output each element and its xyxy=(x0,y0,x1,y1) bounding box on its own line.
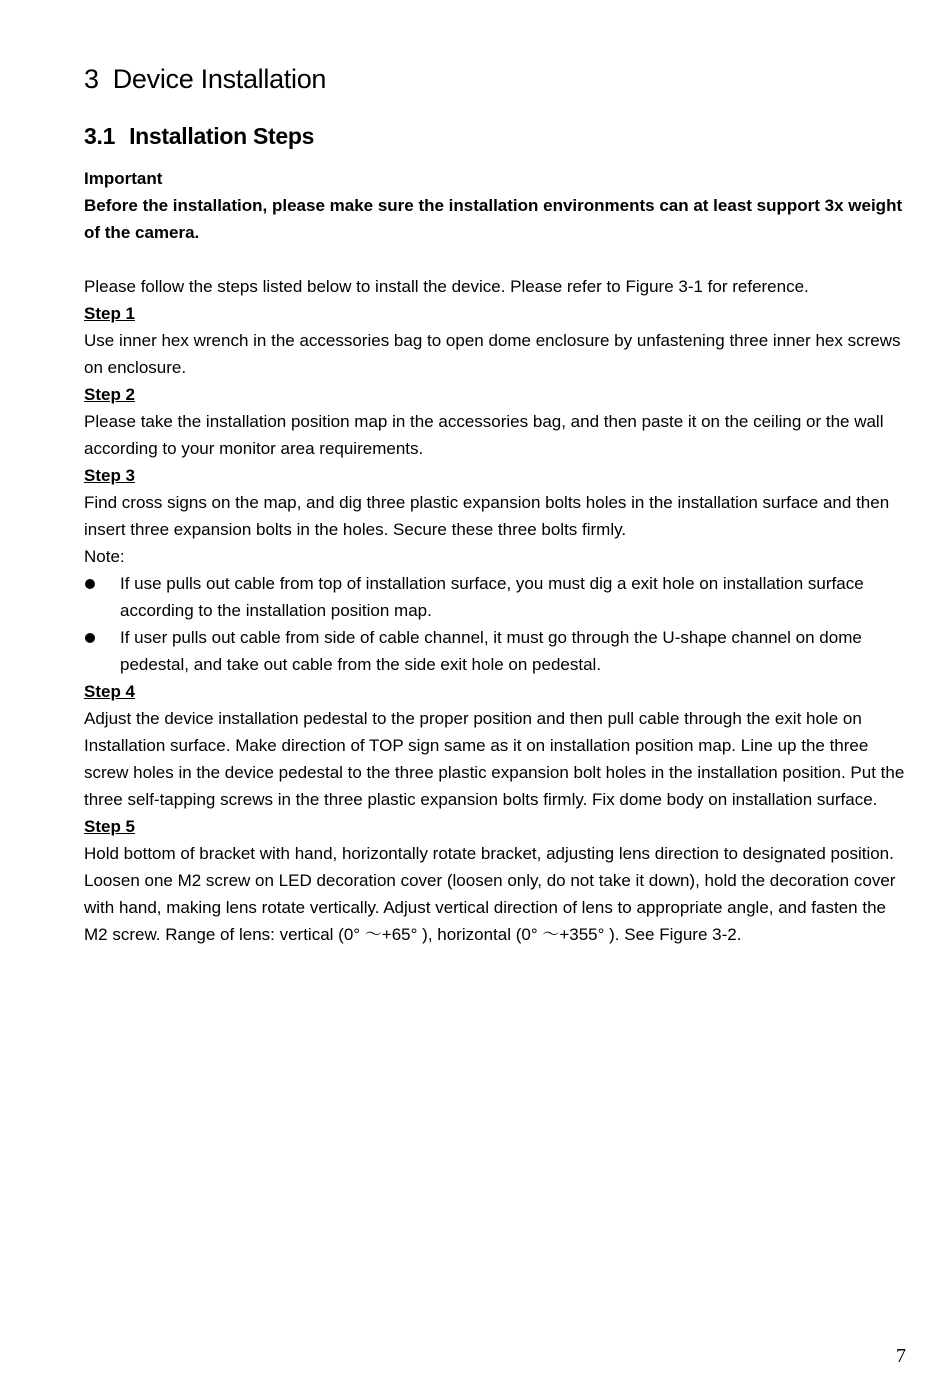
important-label: Important xyxy=(84,169,163,188)
note-item xyxy=(84,624,908,678)
note-label: Note: xyxy=(84,547,125,566)
chapter-number: 3 xyxy=(84,64,99,94)
step-3-text: Find cross signs on the map, and dig three plastic expansion bolts holes in the installation surface and then insert three expansion bolts in the holes. Secure these three bolts firmly. xyxy=(84,493,890,539)
section-title: Installation Steps xyxy=(129,123,315,149)
step-2-label: Step 2 xyxy=(84,385,136,404)
important-text: Before the installation, please make sure the installation environments can at least support 3x weight of the camera. xyxy=(84,196,903,242)
note-item-text: If use pulls out cable from top of installation surface, you must dig a exit hole on installation surface according to the installation position map. xyxy=(120,574,864,620)
bullet-icon xyxy=(85,633,95,643)
step-4-label: Step 4 xyxy=(84,682,136,701)
step-2-text: Please take the installation position map in the accessories bag, and then paste it on the ceiling or the wall according to your monitor area requirements. xyxy=(84,412,884,458)
intro-text: Please follow the steps listed below to install the device. Please refer to Figure 3-1 for reference. xyxy=(84,277,809,296)
document-body xyxy=(84,165,908,948)
step-1-text: Use inner hex wrench in the accessories bag to open dome enclosure by unfastening three inner hex screws on enclosure. xyxy=(84,331,901,377)
step-5-label: Step 5 xyxy=(84,817,136,836)
step-3-label: Step 3 xyxy=(84,466,136,485)
chapter-heading xyxy=(84,64,326,95)
bullet-icon xyxy=(85,579,95,589)
chapter-title: Device Installation xyxy=(112,64,327,94)
note-item xyxy=(84,570,908,624)
note-list xyxy=(84,570,908,678)
step-1-label: Step 1 xyxy=(84,304,136,323)
page-number: 7 xyxy=(896,1345,906,1367)
step-5-text: Hold bottom of bracket with hand, horizontally rotate bracket, adjusting lens direction to designated position. Loosen one M2 screw on LED decoration cover (loosen only, do not take it down), hold the decoration cover with hand, making lens rotate vertically. Adjust vertical direction of lens to appropriate angle, and fasten the M2 screw. Range of lens: vertical (0° ～+65° ), horizontal (0° ～+355° ). See Figure 3-2. xyxy=(84,844,896,944)
section-heading xyxy=(84,123,314,150)
spacer xyxy=(84,246,908,273)
step-4-text: Adjust the device installation pedestal to the proper position and then pull cable through the exit hole on Installation surface. Make direction of TOP sign same as it on installation position map. Line up the three screw holes in the device pedestal to the three plastic expansion bolt holes in the installation position. Put the three self-tapping screws in the three plastic expansion bolts firmly. Fix dome body on installation surface. xyxy=(84,709,905,809)
section-number: 3.1 xyxy=(84,123,116,149)
note-item-text: If user pulls out cable from side of cable channel, it must go through the U-shape channel on dome pedestal, and take out cable from the side exit hole on pedestal. xyxy=(120,628,862,674)
